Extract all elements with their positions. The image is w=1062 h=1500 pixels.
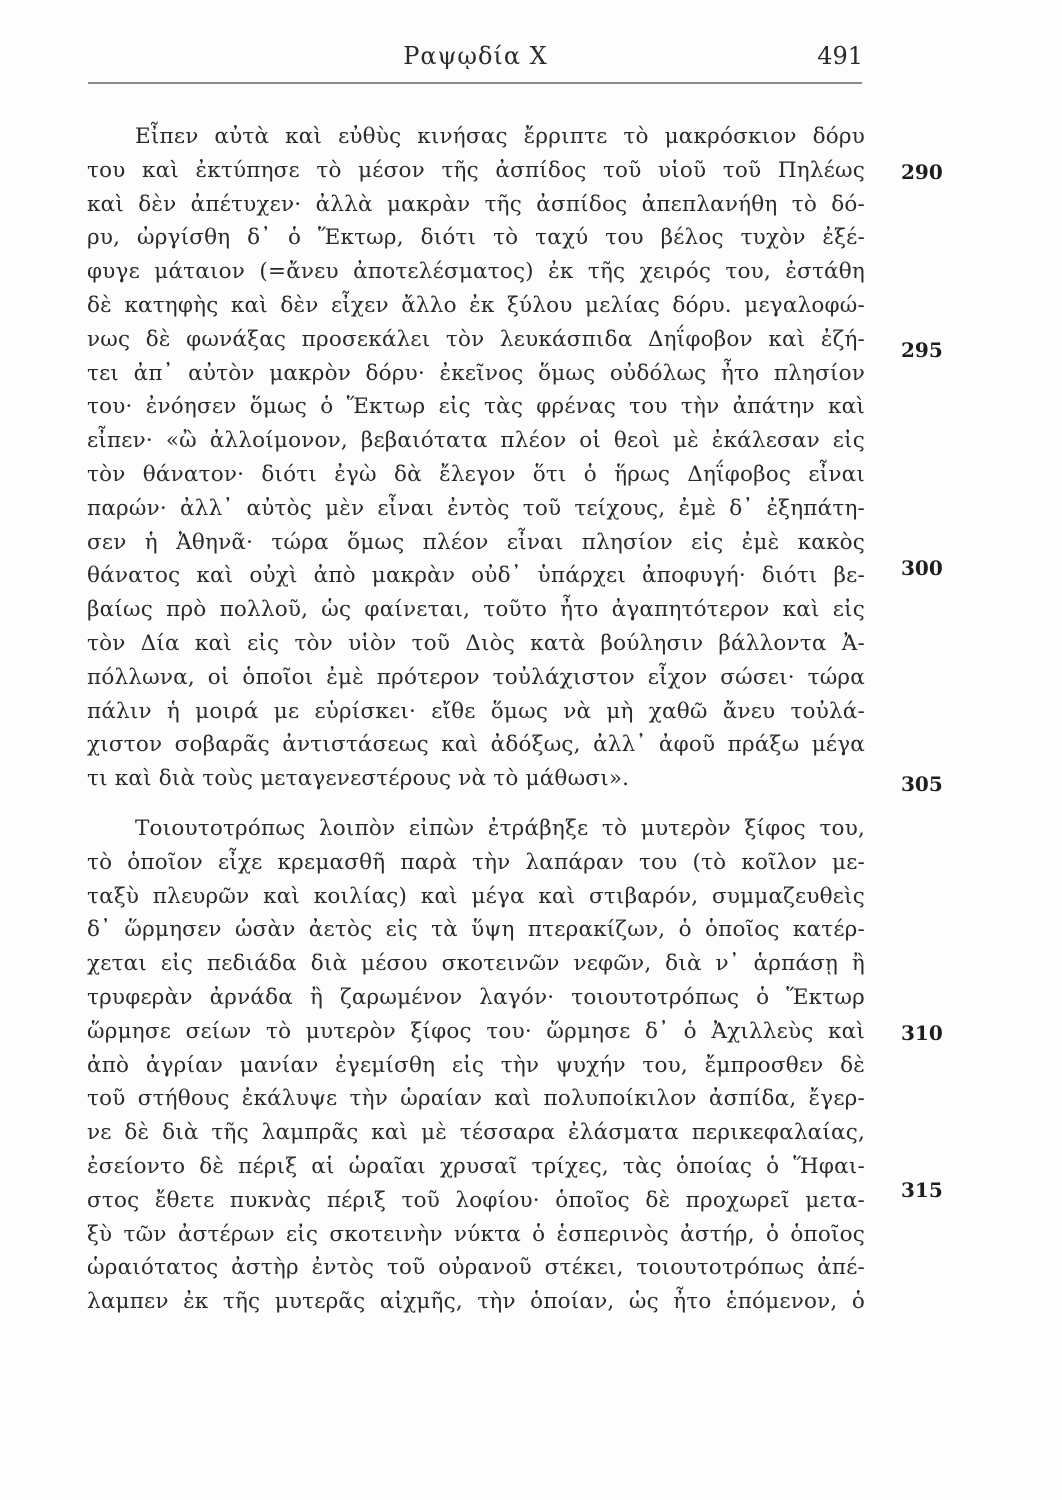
- text-line: Εἶπεν αὐτὰ καὶ εὐθὺς κινήσας ἔρριπτε τὸ μακρόσκιον δόρυ: [135, 124, 865, 149]
- text-line: ταξὺ πλευρῶν καὶ κοιλίας) καὶ μέγα καὶ στιβαρόν, συμμαζευθεὶς: [87, 883, 865, 909]
- line-number-295: 295: [901, 338, 943, 362]
- running-head: [88, 38, 863, 78]
- text-line: τοῦ στήθους ἐκάλυψε τὴν ὡραίαν καὶ πολυποίκιλον ἀσπίδα, ἔγερ-: [87, 1086, 865, 1112]
- text-line: Τοιουτοτρόπως λοιπὸν εἰπὼν ἐτράβηξε τὸ μυτερὸν ξίφος του,: [135, 815, 865, 841]
- text-line: ρυ, ὠργίσθη δ᾽ ὁ Ἕκτωρ, διότι τὸ ταχύ του βέλος τυχὸν ἐξέ-: [87, 225, 865, 251]
- text-line: ἀπὸ ἀγρίαν μανίαν ἐγεμίσθη εἰς τὴν ψυχήν του, ἔμπροσθεν δὲ: [87, 1052, 865, 1078]
- text-line: σεν ἡ Ἀθηνᾶ· τώρα ὅμως πλέον εἶναι πλησίον εἰς ἐμὲ κακὸς: [87, 529, 865, 555]
- text-line: ὥρμησε σείων τὸ μυτερὸν ξίφος του· ὥρμησε δ᾽ ὁ Ἀχιλλεὺς καὶ: [87, 1018, 865, 1044]
- text-line: πόλλωνα, οἱ ὁποῖοι ἐμὲ πρότερον τοὐλάχιστον εἶχον σώσει· τώρα: [87, 664, 865, 690]
- text-line: φυγε μάταιον (=ἄνευ ἀποτελέσματος) ἐκ τῆς χειρός του, ἐστάθη: [87, 259, 865, 285]
- text-line: χιστον σοβαρᾶς ἀντιστάσεως καὶ ἀδόξως, ἀλλ᾽ ἀφοῦ πράξω μέγα: [87, 732, 865, 758]
- paragraph-2: [87, 812, 865, 1319]
- text-line: ὡραιότατος ἀστὴρ ἐντὸς τοῦ οὐρανοῦ στέκει, τοιουτοτρόπως ἀπέ-: [87, 1255, 865, 1281]
- text-line: στος ἔθετε πυκνὰς πέριξ τοῦ λοφίου· ὁποῖος δὲ προχωρεῖ μετα-: [87, 1187, 865, 1213]
- text-line: τὸ ὁποῖον εἶχε κρεμασθῆ παρὰ τὴν λαπάραν του (τὸ κοῖλον με-: [87, 849, 865, 875]
- text-line: τὸν Δία καὶ εἰς τὸν υἱὸν τοῦ Διὸς κατὰ βούλησιν βάλλοντα Ἀ-: [87, 630, 865, 656]
- line-number-305: 305: [901, 772, 943, 796]
- text-line: τι καὶ διὰ τοὺς μεταγενεστέρους νὰ τὸ μάθωσι».: [87, 766, 630, 792]
- line-number-310: 310: [901, 1021, 943, 1045]
- text-line: καὶ δὲν ἀπέτυχεν· ἀλλὰ μακρὰν τῆς ἀσπίδος ἀπεπλανήθη τὸ δό-: [87, 191, 865, 217]
- text-line: ἐσείοντο δὲ πέριξ αἱ ὡραῖαι χρυσαῖ τρίχες, τὰς ὁποίας ὁ Ἥφαι-: [87, 1153, 865, 1179]
- wavy-header-rule: [88, 76, 863, 90]
- text-line: δὲ κατηφὴς καὶ δὲν εἶχεν ἄλλο ἐκ ξύλου μελίας δόρυ. μεγαλοφώ-: [87, 292, 865, 318]
- page-number: 491: [817, 42, 863, 70]
- text-line: εἶπεν· «ὢ ἀλλοίμονον, βεβαιότατα πλέον οἱ θεοὶ μὲ ἐκάλεσαν εἰς: [87, 428, 865, 454]
- chapter-title: Ραψῳδία Χ: [403, 42, 548, 70]
- body-text: [87, 120, 865, 1319]
- text-line: τρυφερὰν ἀρνάδα ἢ ζαρωμένον λαγόν· τοιουτοτρόπως ὁ Ἕκτωρ: [87, 984, 865, 1010]
- text-line: τὸν θάνατον· διότι ἐγὼ δὰ ἔλεγον ὅτι ὁ ἥρως Δηΐφοβος εἶναι: [87, 461, 865, 487]
- line-number-315: 315: [901, 1178, 943, 1202]
- text-line: βαίως πρὸ πολλοῦ, ὡς φαίνεται, τοῦτο ἦτο ἀγαπητότερον καὶ εἰς: [87, 597, 865, 623]
- paragraph-1: [87, 120, 865, 796]
- line-number-290: 290: [901, 160, 943, 184]
- text-line: νε δὲ διὰ τῆς λαμπρᾶς καὶ μὲ τέσσαρα ἐλάσματα περικεφαλαίας,: [87, 1120, 865, 1146]
- text-line: ξὺ τῶν ἀστέρων εἰς σκοτεινὴν νύκτα ὁ ἑσπερινὸς ἀστήρ, ὁ ὁποῖος: [87, 1221, 865, 1247]
- text-line: του καὶ ἐκτύπησε τὸ μέσον τῆς ἀσπίδος τοῦ υἱοῦ τοῦ Πηλέως: [87, 157, 865, 183]
- text-line: δ᾽ ὥρμησεν ὡσὰν ἀετὸς εἰς τὰ ὕψη πτερακίζων, ὁ ὁποῖος κατέρ-: [87, 917, 865, 943]
- text-line: τει ἀπ᾽ αὐτὸν μακρὸν δόρυ· ἐκεῖνος ὅμως οὐδόλως ἦτο πλησίον: [87, 360, 865, 386]
- text-line: παρών· ἀλλ᾽ αὐτὸς μὲν εἶναι ἐντὸς τοῦ τείχους, ἐμὲ δ᾽ ἐξηπάτη-: [87, 495, 865, 521]
- text-line: του· ἐνόησεν ὅμως ὁ Ἕκτωρ εἰς τὰς φρένας του τὴν ἀπάτην καὶ: [87, 394, 865, 420]
- line-number-300: 300: [901, 556, 943, 580]
- text-line: λαμπεν ἐκ τῆς μυτερᾶς αἰχμῆς, τὴν ὁποίαν, ὡς ἦτο ἑπόμενον, ὁ: [87, 1289, 865, 1315]
- text-line: πάλιν ἡ μοιρά με εὑρίσκει· εἴθε ὅμως νὰ μὴ χαθῶ ἄνευ τοὐλά-: [87, 698, 865, 724]
- text-line: χεται εἰς πεδιάδα διὰ μέσου σκοτεινῶν νεφῶν, διὰ ν᾽ ἁρπάσῃ ἢ: [87, 951, 865, 977]
- text-line: θάνατος καὶ οὐχὶ ἀπὸ μακρὰν οὐδ᾽ ὑπάρχει ἀποφυγή· διότι βε-: [87, 563, 865, 589]
- text-line: νως δὲ φωνάξας προσεκάλει τὸν λευκάσπιδα Δηΐφοβον καὶ ἐζή-: [87, 326, 865, 352]
